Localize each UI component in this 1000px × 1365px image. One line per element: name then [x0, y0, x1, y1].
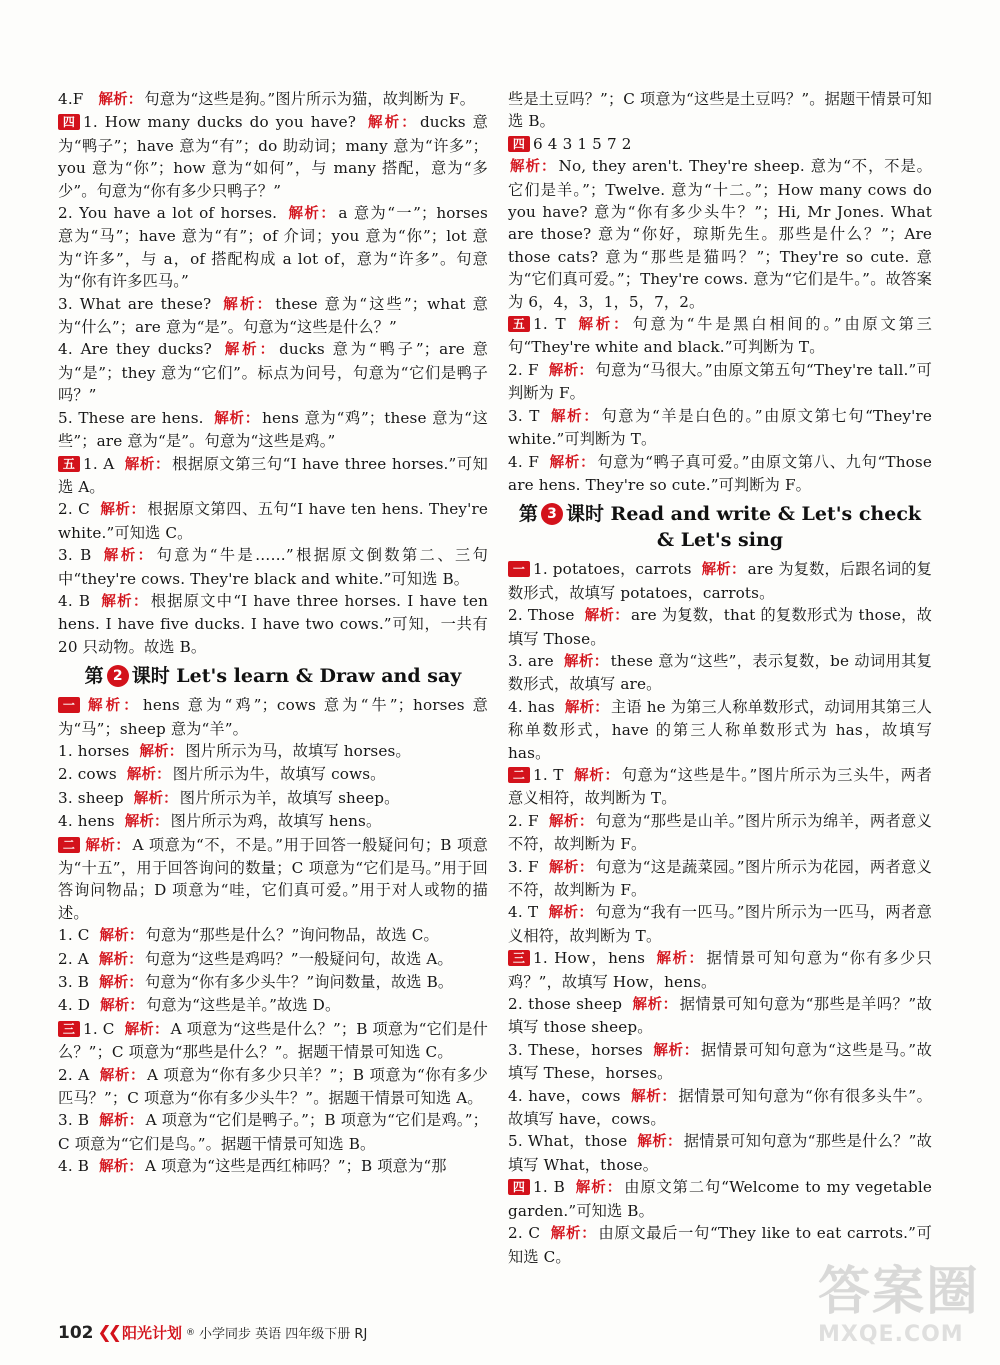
- answer-key: 1. T: [533, 765, 564, 784]
- answer-key: 4. F: [508, 452, 540, 471]
- answer-key: 3. These，horses: [508, 1040, 643, 1059]
- analysis-text: 句意为“这些是牛。”图片所示为三头牛，两者意义相符，故判断为 T。: [508, 765, 932, 808]
- answer-key: 3. T: [508, 406, 540, 425]
- answer-item: [508, 604, 932, 650]
- analysis-label: 解析：: [655, 951, 705, 968]
- analysis-text: 图片所示为牛，故填写 cows。: [172, 765, 386, 784]
- answer-key: 1. T: [533, 315, 566, 334]
- analysis-label: 解析：: [98, 92, 143, 108]
- answer-item: [58, 453, 488, 499]
- analysis-label: 解析：: [99, 975, 144, 992]
- answer-item: [58, 590, 488, 658]
- answer-key: 6 4 3 1 5 7 2: [533, 134, 632, 153]
- answer-item: [58, 1109, 488, 1155]
- answer-key: 4. B: [58, 591, 91, 610]
- analysis-text: 句意为“牛是黑白相间的。”由原文第三句“They're white and black.”可判断为 T。: [508, 315, 932, 357]
- analysis-text: 句意为“这是蔬菜园。”图片所示为花园，两者意义不符，故判断为 F。: [508, 857, 932, 899]
- answer-key: 2. F: [508, 360, 539, 379]
- analysis-label: 解析：: [85, 698, 141, 715]
- answer-key: 1. horses: [58, 741, 130, 760]
- answer-key: 1. potatoes，carrots: [533, 560, 692, 579]
- analysis-label: 解析：: [287, 206, 337, 223]
- answer-key: 3. B: [58, 1111, 90, 1130]
- answer-item: [58, 202, 488, 293]
- analysis-label: 解析：: [548, 859, 594, 876]
- section-badge: 二: [58, 837, 80, 853]
- analysis-label: 解析：: [99, 928, 144, 945]
- analysis-text: 根据原文中“I have three horses. I have ten hens. I have five ducks. I have two cows.”可知，一共有 20 只动物。故选 B。: [58, 591, 488, 656]
- answer-key: 4. B: [58, 1157, 90, 1176]
- watermark: [818, 1262, 988, 1358]
- analysis-label: 解析：: [510, 159, 557, 176]
- answer-item: [508, 810, 932, 856]
- analysis-text: 据情景可知句意为“那些是什么？”故填写 What，those。: [508, 1132, 932, 1174]
- answer-key: 1. How，hens: [533, 949, 646, 968]
- answer-key: 2. A: [58, 1065, 90, 1084]
- analysis-text: 句意为“你有多少头牛？”询问数量，故选 B。: [145, 973, 454, 992]
- answer-item: [508, 696, 932, 764]
- answer-item: [58, 88, 488, 111]
- answer-item: [58, 948, 488, 971]
- answer-key: 2. Those: [508, 606, 575, 625]
- lesson-heading-title: 课时 Let's learn & Draw and say: [131, 665, 462, 688]
- analysis-label: 解析：: [133, 790, 178, 807]
- analysis-label: 解析：: [563, 653, 609, 670]
- answer-item: [508, 313, 932, 359]
- analysis-text: 句意为“鸭子真可爱。”由原文第八、九句“Those are hens. They're so cute.”可判断为 F。: [508, 452, 932, 494]
- section-badge: 三: [508, 950, 530, 966]
- answer-key: 2. those sheep: [508, 995, 623, 1014]
- analysis-text: are 为复数，that 的复数形式为 those，故填写 Those。: [508, 606, 932, 648]
- answer-key: 3. B: [58, 973, 90, 992]
- answer-item: [58, 111, 488, 202]
- right-column: [508, 88, 932, 1268]
- analysis-text: 主语 he 为第三人称单数形式，动词用其第三人称单数形式，have 的第三人称单数形式为 has，故填写 has。: [508, 697, 933, 762]
- answer-item: [508, 558, 932, 604]
- answer-item: [508, 405, 932, 451]
- answer-item: [508, 1130, 932, 1176]
- answer-item: [508, 901, 932, 947]
- lesson-heading: [58, 663, 488, 689]
- analysis-text: 据情景可知句意为“那些是羊吗？”故填写 those sheep。: [508, 995, 932, 1037]
- analysis-label: 解析：: [124, 814, 169, 831]
- answer-key: 1. A: [83, 454, 115, 473]
- analysis-text: 根据原文第四、五句“I have ten hens. They're white.”可知选 C。: [58, 500, 489, 542]
- analysis-text: 据情景可知句意为“你有多少只鸡？”，故填写 How，hens。: [508, 949, 933, 991]
- answer-item: [58, 810, 488, 833]
- analysis-text: A 项意为“不，不是。”用于回答一般疑问句；B 项意为“十五”，用于回答询问的数量；C 项意为“它们是马。”用于回答询问物品；D 项意为“哇，它们真可爱。”用于对人或物的描述。: [58, 835, 488, 922]
- section-badge: 四: [508, 136, 530, 152]
- brand-name: 阳光计划: [122, 1324, 183, 1342]
- answer-item: [508, 133, 932, 155]
- registered-mark: ®: [186, 1327, 196, 1338]
- analysis-label: 解析：: [573, 767, 620, 784]
- analysis-text: No, they aren't. They're sheep. 意为“不，不是。它们是羊。”；Twelve. 意为“十二。”；How many cows do you have? 意为“你有多少头牛？”；Hi, Mr Jones. What are those? 意为“你好，琼斯先生。那些是什么？”；Are those cats? 意为“那些是猫吗？”；They're so cute. 意为“它们真可爱。”；They're cows. 意为“它们是牛。”。故答案为 6，4，3，1，5，7，2。: [508, 157, 933, 311]
- analysis-text: ducks 意为“鸭子”；have 意为“有”；do 助动词；many 意为“许多”；you 意为“你”；how 意为“如何”，与 many 搭配，意为“多少”。句意为“你有多少只鸭子？”: [58, 113, 488, 200]
- answer-item: [58, 694, 488, 740]
- analysis-text: A 项意为“这些是西红柿吗？”；B 项意为“那: [145, 1157, 447, 1176]
- answer-item: [58, 740, 488, 763]
- analysis-label: 解析：: [101, 548, 155, 565]
- analysis-text: 句意为“这些是鸡吗？”一般疑问句，故选 A。: [144, 949, 453, 968]
- analysis-text: these 意为“这些”；what 意为“什么”；are 意为“是”。句意为“这些是什么？”: [58, 294, 488, 337]
- answer-key: 2. A: [58, 949, 89, 968]
- analysis-text: A 项意为“这些是什么？”；B 项意为“它们是什么？”；C 项意为“那些是什么？”。据题干情景可知选 C。: [58, 1019, 488, 1062]
- answer-item: [58, 1155, 488, 1178]
- analysis-text: 图片所示为马，故填写 horses。: [185, 741, 411, 760]
- answer-item: [508, 1085, 932, 1131]
- analysis-label: 解析：: [124, 1021, 169, 1038]
- analysis-text: are 为复数，后跟名词的复数形式，故填写 potatoes，carrots。: [508, 560, 933, 602]
- section-badge: 三: [58, 1021, 80, 1037]
- answer-item: [508, 359, 932, 405]
- answer-item: [508, 650, 932, 696]
- analysis-text: 句意为“马很大。”由原文第五句“They're tall.”可判断为 F。: [508, 360, 932, 403]
- answer-item: [508, 993, 932, 1039]
- watermark-url: MXQE.COM: [818, 1322, 964, 1347]
- analysis-label: 解析：: [99, 1067, 146, 1084]
- answer-item: [58, 407, 488, 453]
- page-footer: [58, 1322, 367, 1343]
- answer-item: [58, 544, 488, 590]
- lesson-heading-title: 课时 Read and write & Let's check & Let's sing: [565, 503, 922, 552]
- answer-item: [58, 293, 488, 339]
- section-badge: 一: [58, 697, 80, 713]
- analysis-text: A 项意为“你有多少只羊？”；B 项意为“你有多少匹马？”；C 项意为“你有多少头牛？”。据题干情景可知选 A。: [58, 1065, 488, 1108]
- answer-item: [58, 498, 488, 544]
- analysis-text: 句意为“这些是狗。”图片所示为猫，故判断为 F。: [144, 90, 476, 108]
- answer-item: [508, 856, 932, 902]
- answer-key: 2. C: [58, 500, 90, 519]
- analysis-label: 解析：: [213, 410, 261, 427]
- analysis-text: 些是土豆吗？”；C 项意为“这些是土豆吗？”。据题干情景可知选 B。: [508, 90, 932, 131]
- section-badge: 四: [58, 114, 80, 130]
- analysis-label: 解析：: [550, 1226, 597, 1243]
- answer-key: 3. B: [58, 546, 92, 565]
- analysis-label: 解析：: [221, 342, 278, 359]
- answer-key: 1. C: [58, 926, 90, 945]
- answer-item: [58, 1064, 488, 1110]
- analysis-text: 据情景可知句意为“这些是马。”故填写 These，horses。: [508, 1040, 932, 1083]
- answer-key: 4. hens: [58, 812, 115, 831]
- left-column: [58, 88, 488, 1179]
- analysis-text: ducks 意为“鸭子”；are 意为“是”；they 意为“它们”。标点为问号，句意为“它们是鸭子吗？”: [58, 340, 488, 405]
- analysis-label: 解析：: [575, 317, 631, 334]
- analysis-label: 解析：: [652, 1042, 699, 1059]
- analysis-text: 句意为“我有一匹马。”图片所示为一匹马，两者意义相符，故判断为 T。: [508, 903, 932, 945]
- answer-item: [58, 338, 488, 406]
- answer-key: 3. What are these?: [58, 294, 212, 313]
- answer-key: 3. F: [508, 857, 539, 876]
- answer-item: [508, 764, 932, 810]
- analysis-label: 解析：: [139, 743, 184, 760]
- chevron-left-icon: ❮❮: [97, 1322, 118, 1343]
- analysis-label: 解析：: [221, 296, 274, 313]
- answer-key: 2. cows: [58, 765, 117, 784]
- answer-key: 2. F: [508, 811, 539, 830]
- answer-item: [58, 924, 488, 947]
- analysis-label: 解析：: [549, 454, 596, 471]
- answer-item: [508, 155, 932, 313]
- analysis-label: 解析：: [98, 951, 143, 968]
- answer-item: [508, 88, 932, 133]
- analysis-label: 解析：: [124, 456, 171, 473]
- analysis-text: 图片所示为鸡，故填写 hens。: [170, 812, 382, 831]
- analysis-text: 句意为“这些是羊。”故选 D。: [146, 996, 341, 1015]
- analysis-label: 解析：: [99, 1159, 144, 1176]
- analysis-label: 解析：: [548, 813, 594, 830]
- analysis-label: 解析：: [100, 593, 149, 610]
- analysis-label: 解析：: [632, 997, 678, 1014]
- answer-key: 1. B: [533, 1178, 565, 1197]
- section-badge: 五: [508, 316, 530, 332]
- answer-item: [508, 1176, 932, 1222]
- answer-item: [508, 451, 932, 497]
- analysis-text: hens 意为“鸡”；these 意为“这些”；are 意为“是”。句意为“这些是鸡。”: [58, 408, 488, 451]
- section-badge: 四: [508, 1179, 530, 1195]
- analysis-text: hens 意为“鸡”；cows 意为“牛”；horses 意为“马”；sheep 意为“羊”。: [58, 696, 488, 738]
- analysis-text: 据情景可知句意为“你有很多头牛”。故填写 have，cows。: [508, 1086, 933, 1129]
- analysis-text: 由原文最后一句“They like to eat carrots.”可知选 C。: [508, 1224, 932, 1266]
- answer-key: 4. has: [508, 697, 555, 716]
- watermark-logo: 答案圈: [818, 1262, 981, 1322]
- analysis-text: 图片所示为羊，故填写 sheep。: [179, 788, 400, 807]
- analysis-label: 解析：: [574, 1180, 623, 1197]
- lesson-heading-prefix: 第: [518, 503, 538, 526]
- answer-item: [58, 834, 488, 925]
- analysis-label: 解析：: [549, 408, 600, 425]
- analysis-label: 解析：: [630, 1088, 677, 1105]
- answer-item: [508, 947, 932, 993]
- analysis-label: 解析：: [85, 837, 131, 854]
- analysis-label: 解析：: [366, 115, 418, 132]
- answer-key: 4.F: [58, 90, 89, 108]
- answer-item: [58, 1018, 488, 1064]
- analysis-text: these 意为“这些”，表示复数，be 动词用其复数形式，故填写 are。: [508, 651, 932, 694]
- analysis-text: 句意为“那些是山羊。”图片所示为绵羊，两者意义不符，故判断为 F。: [508, 811, 932, 854]
- answer-key: 4. Are they ducks?: [58, 340, 212, 359]
- answer-key: 3. sheep: [58, 788, 124, 807]
- analysis-label: 解析：: [548, 362, 594, 379]
- answer-key: 1. C: [83, 1019, 115, 1038]
- answer-item: [58, 971, 488, 994]
- answer-key: 5. These are hens.: [58, 408, 204, 427]
- section-badge: 二: [508, 767, 530, 783]
- answer-key: 4. T: [508, 903, 539, 922]
- answer-key: 2. You have a lot of horses.: [58, 204, 278, 223]
- analysis-label: 解析：: [126, 767, 171, 784]
- analysis-text: a 意为“一”；horses 意为“马”；have 意为“有”；of 介词；you 意为“你”；lot 意为“许多”，与 a，of 搭配构成 a lot of，意为“许多”。句意为“你有许多匹马。”: [58, 204, 489, 291]
- lesson-heading-prefix: 第: [84, 665, 104, 688]
- analysis-label: 解析：: [584, 608, 629, 625]
- analysis-text: 句意为“牛是……”根据原文倒数第二、三句中“they're cows. They're black and white.”可知选 B。: [58, 546, 488, 588]
- analysis-label: 解析：: [99, 1113, 144, 1130]
- analysis-text: 句意为“羊是白色的。”由原文第七句“They're white.”可判断为 T。: [508, 406, 932, 449]
- lesson-heading: [508, 501, 932, 553]
- answer-item: [58, 763, 488, 786]
- analysis-text: 由原文第二句“Welcome to my vegetable garden.”可知选 B。: [508, 1178, 932, 1220]
- answer-key: 5. What，those: [508, 1132, 628, 1151]
- analysis-label: 解析：: [100, 998, 145, 1015]
- analysis-label: 解析：: [564, 699, 609, 716]
- lesson-number-badge: 3: [541, 503, 563, 525]
- answer-key: 4. D: [58, 996, 91, 1015]
- analysis-label: 解析：: [99, 502, 146, 519]
- answer-key: 4. have，cows: [508, 1086, 621, 1105]
- answer-key: 2. C: [508, 1224, 541, 1243]
- book-series: 小学同步 英语 四年级下册 RJ: [199, 1327, 368, 1342]
- page-number: 102: [58, 1322, 94, 1343]
- analysis-text: A 项意为“它们是鸭子。”；B 项意为“它们是鸡。”；C 项意为“它们是鸟。”。据题干情景可知选 B。: [58, 1111, 488, 1153]
- analysis-label: 解析：: [637, 1134, 682, 1151]
- analysis-label: 解析：: [548, 905, 594, 922]
- lesson-number-badge: 2: [107, 665, 129, 687]
- analysis-label: 解析：: [701, 562, 746, 579]
- section-badge: 一: [508, 561, 530, 577]
- answer-key: 3. are: [508, 651, 554, 670]
- analysis-text: 根据原文第三句“I have three horses.”可知选 A。: [58, 454, 488, 496]
- answer-item: [508, 1039, 932, 1085]
- answer-key: 1. How many ducks do you have?: [83, 113, 357, 132]
- answer-item: [58, 994, 488, 1017]
- section-badge: 五: [58, 456, 80, 472]
- analysis-text: 句意为“那些是什么？”询问物品，故选 C。: [145, 926, 439, 945]
- answer-item: [58, 787, 488, 810]
